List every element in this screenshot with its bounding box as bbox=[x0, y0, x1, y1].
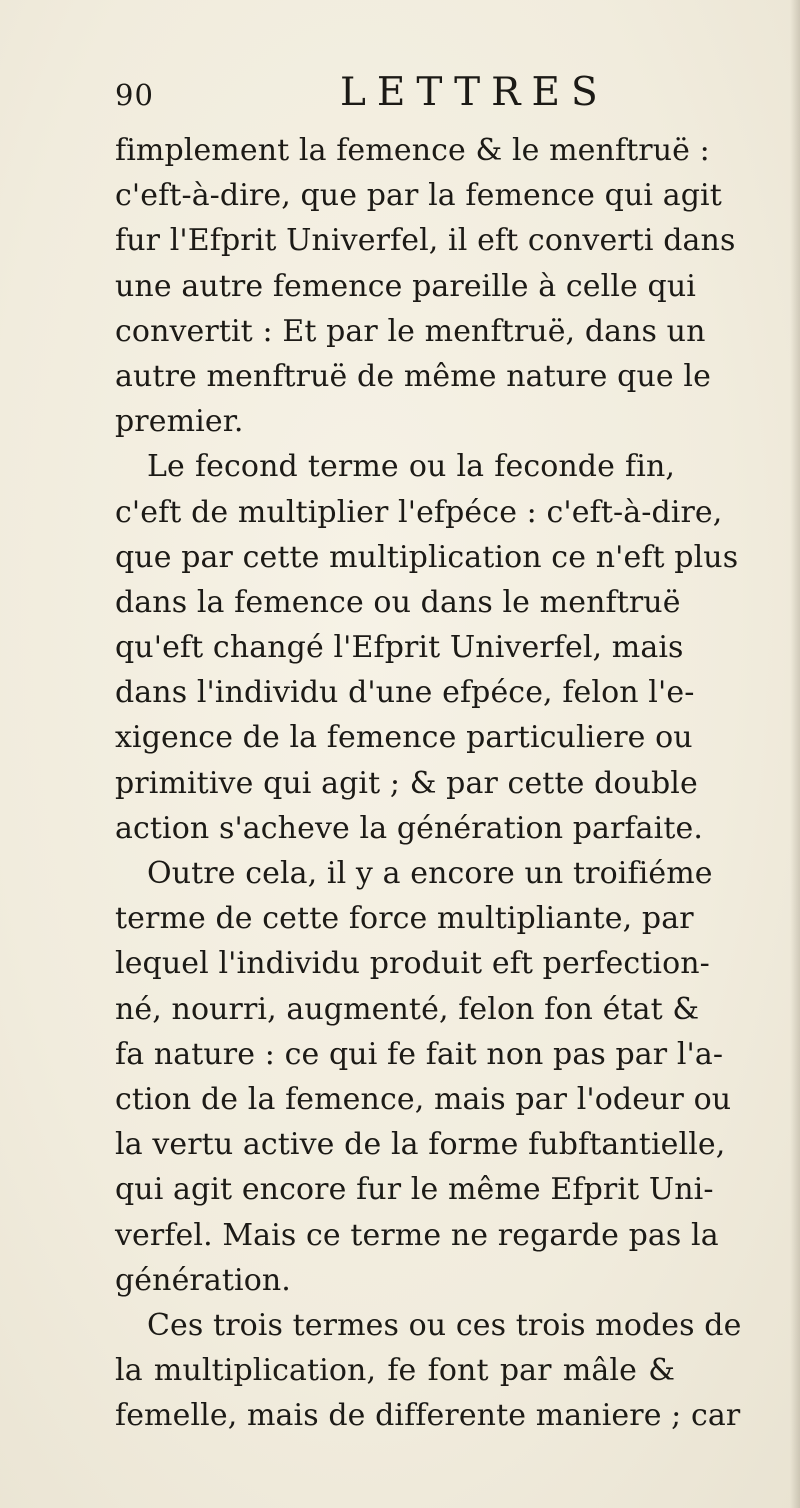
paragraph-first-line: Le fecond terme ou la feconde fin, bbox=[147, 449, 675, 485]
text-line: la multiplication, fe font par mâle & bbox=[115, 1353, 675, 1389]
page-header bbox=[115, 70, 675, 126]
text-line: terme de cette force multipliante, par bbox=[115, 901, 694, 937]
text-line: c'eft de multiplier l'efpéce : c'eft-à-dire, bbox=[115, 494, 723, 530]
text-line: qu'eft changé l'Efprit Univerfel, mais bbox=[115, 630, 684, 666]
page-number: 90 bbox=[115, 78, 154, 112]
text-line: la vertu active de la forme fubftantielle, bbox=[115, 1127, 726, 1163]
text-line: convertit : Et par le menftruë, dans un bbox=[115, 313, 706, 349]
text-line: autre menftruë de même nature que le bbox=[115, 358, 711, 394]
text-line: né, nourri, augmenté, felon fon état & bbox=[115, 991, 700, 1027]
text-line: une autre femence pareille à celle qui bbox=[115, 268, 696, 304]
text-line: primitive qui agit ; & par cette double bbox=[115, 765, 698, 801]
paragraph-end-line: action s'acheve la génération parfaite. bbox=[115, 810, 704, 846]
text-line: verfel. Mais ce terme ne regarde pas la bbox=[115, 1217, 719, 1253]
text-line: fa nature : ce qui fe fait non pas par l'a- bbox=[115, 1036, 724, 1072]
text-line: que par cette multiplication ce n'eft plus bbox=[115, 539, 739, 575]
paragraph-end-line: génération. bbox=[115, 1262, 291, 1298]
text-line: lequel l'individu produit eft perfection- bbox=[115, 946, 710, 982]
paragraph-end-line: premier. bbox=[115, 404, 244, 440]
text-line: ction de la femence, mais par l'odeur ou bbox=[115, 1081, 732, 1117]
text-line: c'eft-à-dire, que par la femence qui agit bbox=[115, 178, 722, 214]
text-line: xigence de la femence particuliere ou bbox=[115, 720, 693, 756]
text-line: dans la femence ou dans le menftruë bbox=[115, 584, 681, 620]
paragraph-first-line: Ces trois termes ou ces trois modes de bbox=[147, 1307, 742, 1343]
text-line: fur l'Efprit Univerfel, il eft converti dans bbox=[115, 223, 736, 259]
page-edge-shadow bbox=[790, 0, 800, 1508]
text-line: dans l'individu d'une efpéce, felon l'e- bbox=[115, 675, 695, 711]
text-line: fimplement la femence & le menftruë : bbox=[115, 133, 710, 168]
text-line: qui agit encore fur le même Efprit Uni- bbox=[115, 1172, 714, 1208]
paragraph-first-line: Outre cela, il y a encore un troifiéme bbox=[147, 856, 713, 891]
running-head: LETTRES bbox=[340, 70, 609, 115]
text-line: femelle, mais de differente maniere ; car bbox=[115, 1398, 741, 1434]
body-text bbox=[115, 128, 742, 1438]
